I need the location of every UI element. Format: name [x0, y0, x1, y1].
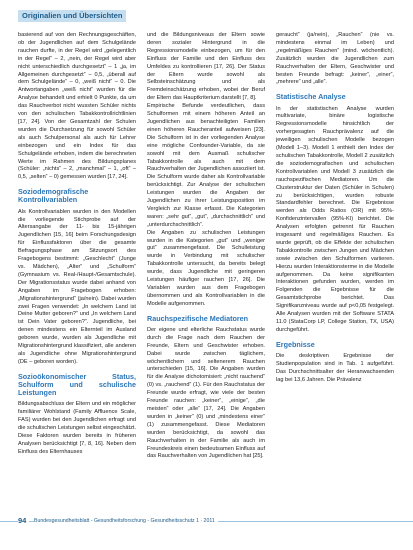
text-column-3: [276, 32, 394, 385]
section-heading: Sozioökonomischer Status, Schulform und schulische Leistungen: [18, 371, 136, 398]
paragraph: basierend auf von den Rechnungsgeschäften, ob der Jugendlichen auf dem Schulgelände rauchen durfte, in der Regel wird „gelegentlich in der Regel“ – 2, „nein, der Regel wird aber nicht unterschiedlich durchgesetzt“ – 1 „ja, im Allgemeinen durchgesetzt“ – 0,5, „überall auf dem Schulgelände“ – 0, „weiß nicht“ – 0. Die Antwortangaben „weiß nicht“ wurden für die Analyse behandelt und erhielt 0 Punkte, da um das Rauchverbot nicht wussten Schüler nichts von den schulischen Tabakkontrollrichtlinien [17, 24]. Von der Gesamtzahl der Schulen wurden die Durchsetzung für sowohl Schüler als auch Schulpersonal als auch für Lehrer einbezogen und ein Index für das Schulgelände erhoben, indem die berechneten Werte im Rahmen des Bildungsplanes (Schüler: „nichts“ – 2, „manchmal“ – 1, „oft“ – 0,5, „selten“ – 0) gemessen wurden [17, 24].: [18, 32, 136, 181]
paragraph: Die Angaben zu schulischen Leistungen wurden in die Kategorien „gut“ und „weniger gut“ zusammengefasst. Die Schulleistung wurde in Verbindung mit schulischer Tabakkontrolle untersucht, da bereits belegt wurde, dass Jugendliche mit geringeren Leistungen häufiger rauchen [17, 26]. Die Variablen wurden aus dem Fragebogen übernommen und als Kontrollvariablen in die Modelle aufgenommen.: [147, 229, 265, 307]
paragraph: Der eigene und elterliche Rauchstatus wurde durch die Frage nach dem Rauchen der Freunde, Eltern und Geschwister erhoben. Dabei wurde zwischen täglichem, wöchentlichem und seltenerem Rauchen unterschieden [15, 16]. Die Angaben wurden für die Analyse dichotomisiert: „nicht rauchend“ (0) vs. „rauchend“ (1). Für den Rauchstatus der Freunde wurde erfragt, wie viele der besten Freunde rauchen: „keiner“, „einige“, „die meisten“ oder „alle“ [17, 24]. Die Angaben wurden in „keiner“ (0) und „mindestens einer“ (1) zusammengefasst. Diese Mediatoren wurden berücksichtigt, da sowohl das Rauchverhalten in der Familie als auch im Freundeskreis einen bedeutsamen Einfluss auf das Rauchverhalten von Jugendlichen hat [25].: [147, 326, 265, 460]
paragraph: Bildungsabschluss der Eltern und ein möglicher familiärer Wohlstand (Family Affluence Scale, FAS) wurden bei den Jugendlichen erfragt und die schulischen Leistungen selbst eingeschätzt. Diese Faktoren wurden bereits in früheren Analysen berücksichtigt [7, 8, 16]. Neben dem Einfluss des Elternhauses: [18, 401, 136, 455]
section-heading: Statistische Analyse: [276, 92, 346, 102]
section-heading: Soziodemografische Kontrollvariablen: [18, 187, 89, 205]
section-heading: Rauchspezifische Mediatoren: [147, 313, 249, 323]
paragraph: geraucht“ (ja/nein), „Rauchen“ (nie vs. mindestens einmal im Leben) und „regelmäßiges Rauchen“ (mind. wöchentlich). Zusätzlich wurden die Jugendlichen zum Rauchverhalten der Eltern, Geschwister und besten Freunde befragt: „keiner“, „einer“, „mehrere“ und „alle“.: [276, 32, 394, 86]
section-label: Originalien und Übersichten: [18, 10, 126, 22]
page-number: 94: [18, 515, 29, 527]
page-footer: [0, 515, 413, 529]
section-heading: Ergebnisse: [276, 339, 315, 349]
paragraph: In der statistischen Analyse wurden multivariate, binäre logistische Regressionsmodelle hinsichtlich der vorhergesagten Rauchprävalenz auf die jeweiligen schulischen Modelle bezogen (Modell 1–3). Modell 1 enthielt den Index der schulischen Tabakkontrolle, Modell 2 zusätzlich die soziodemografischen und schulischen Kontrollvariablen und Modell 3 zusätzlich die rauchspezifischen Mediatoren. Um die Clusterstruktur der Daten (Schüler in Schulen) zu berücksichtigen, wurden robuste Standardfehler berechnet. Die Ergebnisse werden als Odds Ratios (OR) mit 95%-Konfidenzintervallen (95%-KI) berichtet. Die Analysen erfolgten getrennt für Rauchen insgesamt und regelmäßiges Rauchen. Es wurde geprüft, ob die Effekte der schulischen Tabakkontrolle zwischen Jungen und Mädchen sowie zwischen den Schulformen variieren. Hierzu wurden Interaktionsterme in die Modelle aufgenommen. Da keine signifikanten Interaktionen gefunden wurden, werden im Folgenden die Ergebnisse für die Gesamtstichprobe berichtet. Das Signifikanzniveau wurde auf p<0,05 festgelegt. Alle Analysen wurden mit der Software STATA 11.0 (StataCorp LP, College Station, TX, USA) durchgeführt.: [276, 105, 394, 333]
text-column-1: [18, 32, 136, 457]
paragraph: und die Bildungsniveaus der Eltern sowie deren sozialer Hintergrund in die Regressionsmodelle einbezogen, um für den Einfluss der Familie und den Einfluss des Umfeldes zu kontrollieren [17, 26]. Der Status der Eltern wurde sowohl als Selbsteinschätzung und als Fremdeinschätzung erhoben, wobei der Beruf der Eltern das Hauptkriterium darstellt [7, 8].: [147, 32, 265, 102]
journal-citation: Bundesgesundheitsblatt - Gesundheitsforschung - Gesundheitsschutz 1 · 2011: [34, 515, 218, 527]
paragraph: Als Kontrollvariablen wurden in den Modellen die vorliegende Stichprobe auf der Altersangabe der 11- bis 15-jährigen Jugendlichen [15, 16] beim Forschungsdesign für Einflussfaktoren über die gesamte Befragungsphase am Sitzungsort des Fragebogens bestimmt: „Geschlecht“ (Junge vs. Mädchen), „Alter“ und „Schulform“ (Gymnasium vs. Real-/Haupt-/Gesamtschule). Der Migrationsstatus wurde dabei anhand von Angaben im Fragebogen erhoben: „Migrationshintergrund“ (ja/nein). Dabei wurden zwei Fragen verwendet: „In welchem Land ist Deine Mutter geboren?“ und „In welchem Land ist Dein Vater geboren?“. Jugendliche, bei denen mindestens ein Elternteil im Ausland geboren wurde, wurden als Jugendliche mit Migrationshintergrund klassifiziert, alle anderen als Jugendliche ohne Migrationshintergrund (DE – geboren worden).: [18, 208, 136, 365]
text-column-2: [147, 32, 265, 461]
paragraph: Die deskriptiven Ergebnisse der Studienpopulation sind in Tab. 1 aufgeführt. Das Durchschnittsalter der Heranwachsenden lag bei 13,6 Jahren. Die Prävalenz: [276, 353, 394, 383]
paragraph: Empirische Befunde verdeutlichen, dass Schulformen mit einem höheren Anteil an Jugendlichen aus benachteiligten Familien einen höheren Raucheranteil aufweisen [23]. Die Schulform ist in der vorliegenden Analyse eine mögliche Confounder-Variable, da sie sowohl mit dem Ausmaß schulischer Tabakkontrolle als auch mit dem Rauchverhalten der Jugendlichen assoziiert ist. Die Schulform wurde daher als Kontrollvariable berücksichtigt. Zur Analyse der schulischen Leistungen wurden die Angaben der Jugendlichen zu ihrer Leistungsposition im Vergleich zur Klasse erfasst. Die Kategorien waren: „sehr gut“, „gut“, „durchschnittlich“ und „unterdurchschnittlich“.: [147, 103, 265, 228]
